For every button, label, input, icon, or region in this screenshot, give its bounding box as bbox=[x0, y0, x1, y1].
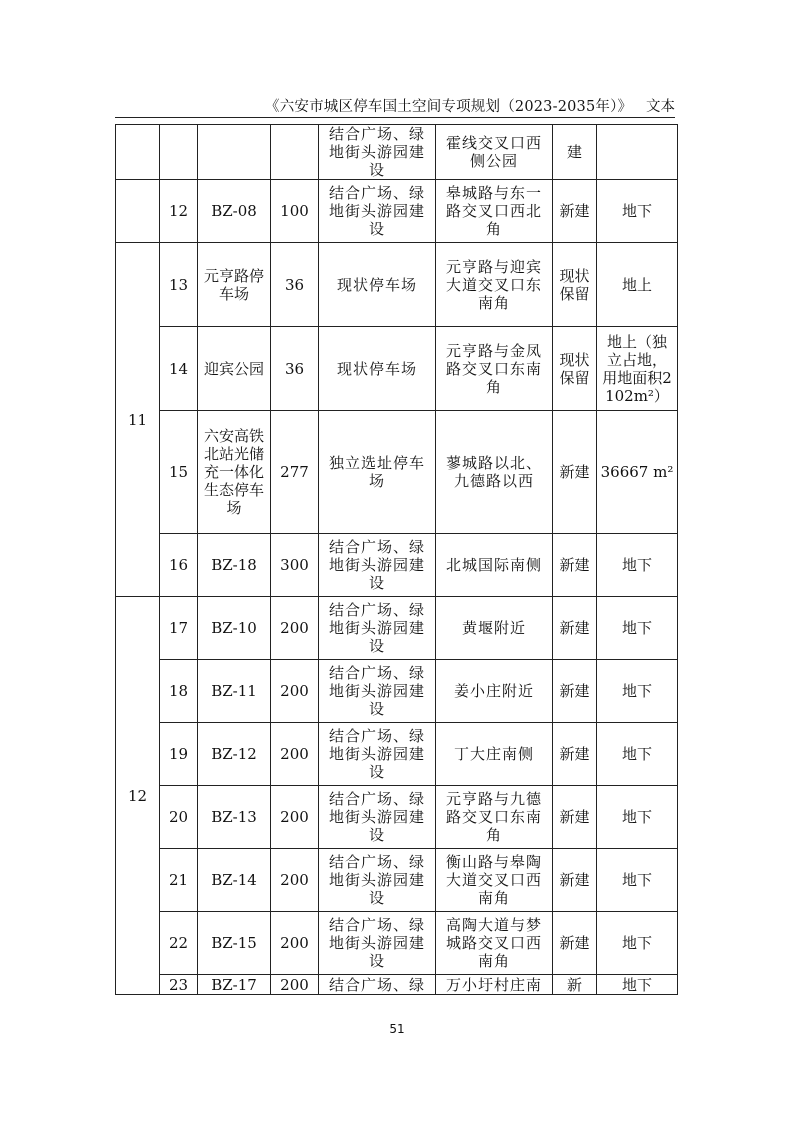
row-form: 36667 m² bbox=[597, 411, 678, 534]
row-type: 现状停车场 bbox=[319, 243, 436, 327]
row-no: 23 bbox=[160, 975, 198, 995]
row-nature: 新建 bbox=[553, 912, 597, 975]
row-type: 现状停车场 bbox=[319, 327, 436, 411]
row-location: 黄堰附近 bbox=[436, 597, 553, 660]
row-spaces: 200 bbox=[271, 849, 319, 912]
row-spaces: 300 bbox=[271, 534, 319, 597]
row-no bbox=[160, 125, 198, 180]
row-nature: 新 bbox=[553, 975, 597, 995]
row-location: 皋城路与东一路交叉口西北角 bbox=[436, 180, 553, 243]
row-spaces: 36 bbox=[271, 243, 319, 327]
row-nature: 新建 bbox=[553, 411, 597, 534]
row-location: 蓼城路以北、九德路以西 bbox=[436, 411, 553, 534]
table-row bbox=[116, 660, 678, 723]
row-nature: 新建 bbox=[553, 786, 597, 849]
row-type: 结合广场、绿地街头游园建设 bbox=[319, 786, 436, 849]
row-type: 独立选址停车场 bbox=[319, 411, 436, 534]
row-spaces: 200 bbox=[271, 597, 319, 660]
row-no: 15 bbox=[160, 411, 198, 534]
row-code: BZ-12 bbox=[198, 723, 271, 786]
row-code: BZ-10 bbox=[198, 597, 271, 660]
group-cell-prev bbox=[116, 125, 160, 180]
row-type: 结合广场、绿地街头游园建设 bbox=[319, 597, 436, 660]
table-row bbox=[116, 849, 678, 912]
row-no: 20 bbox=[160, 786, 198, 849]
row-code: BZ-08 bbox=[198, 180, 271, 243]
row-nature: 新建 bbox=[553, 180, 597, 243]
row-location: 元亨路与金凤路交叉口东南角 bbox=[436, 327, 553, 411]
row-nature: 新建 bbox=[553, 597, 597, 660]
row-location: 高陶大道与梦城路交叉口西南角 bbox=[436, 912, 553, 975]
row-location: 北城国际南侧 bbox=[436, 534, 553, 597]
row-location: 万小圩村庄南 bbox=[436, 975, 553, 995]
row-no: 13 bbox=[160, 243, 198, 327]
table-row bbox=[116, 534, 678, 597]
row-code: BZ-17 bbox=[198, 975, 271, 995]
row-location: 霍线交叉口西侧公园 bbox=[436, 125, 553, 180]
row-code: BZ-11 bbox=[198, 660, 271, 723]
row-type: 结合广场、绿 bbox=[319, 975, 436, 995]
row-nature: 新建 bbox=[553, 849, 597, 912]
row-spaces bbox=[271, 125, 319, 180]
row-location: 丁大庄南侧 bbox=[436, 723, 553, 786]
row-form: 地下 bbox=[597, 660, 678, 723]
row-location: 衡山路与皋陶大道交叉口西南角 bbox=[436, 849, 553, 912]
page-header bbox=[115, 93, 675, 118]
row-spaces: 36 bbox=[271, 327, 319, 411]
row-form: 地下 bbox=[597, 786, 678, 849]
row-type: 结合广场、绿地街头游园建设 bbox=[319, 912, 436, 975]
document-type-tag: 文本 bbox=[646, 99, 675, 115]
row-form: 地下 bbox=[597, 534, 678, 597]
row-spaces: 200 bbox=[271, 912, 319, 975]
row-form: 地下 bbox=[597, 723, 678, 786]
row-no: 22 bbox=[160, 912, 198, 975]
table-row bbox=[116, 327, 678, 411]
table-row bbox=[116, 975, 678, 995]
table-row bbox=[116, 125, 678, 180]
row-form: 地上（独立占地，用地面积2102m²） bbox=[597, 327, 678, 411]
row-spaces: 100 bbox=[271, 180, 319, 243]
row-code: 迎宾公园 bbox=[198, 327, 271, 411]
row-form: 地下 bbox=[597, 180, 678, 243]
table-row bbox=[116, 243, 678, 327]
row-code: 元亨路停车场 bbox=[198, 243, 271, 327]
row-type: 结合广场、绿地街头游园建设 bbox=[319, 660, 436, 723]
row-spaces: 200 bbox=[271, 660, 319, 723]
row-code: BZ-13 bbox=[198, 786, 271, 849]
table-row bbox=[116, 786, 678, 849]
row-form bbox=[597, 125, 678, 180]
row-form: 地下 bbox=[597, 975, 678, 995]
row-code: BZ-14 bbox=[198, 849, 271, 912]
row-code: 六安高铁北站光储充一体化生态停车场 bbox=[198, 411, 271, 534]
table-row bbox=[116, 912, 678, 975]
row-form: 地下 bbox=[597, 912, 678, 975]
row-form: 地下 bbox=[597, 849, 678, 912]
row-spaces: 200 bbox=[271, 723, 319, 786]
row-spaces: 277 bbox=[271, 411, 319, 534]
row-no: 17 bbox=[160, 597, 198, 660]
parking-plan-table bbox=[115, 124, 678, 995]
row-form: 地上 bbox=[597, 243, 678, 327]
row-type: 结合广场、绿地街头游园建设 bbox=[319, 723, 436, 786]
row-type: 结合广场、绿地街头游园建设 bbox=[319, 180, 436, 243]
row-no: 14 bbox=[160, 327, 198, 411]
table-row bbox=[116, 723, 678, 786]
row-no: 12 bbox=[160, 180, 198, 243]
row-location: 姜小庄附近 bbox=[436, 660, 553, 723]
row-nature: 新建 bbox=[553, 660, 597, 723]
row-nature: 现状保留 bbox=[553, 327, 597, 411]
row-no: 16 bbox=[160, 534, 198, 597]
row-location: 元亨路与九德路交叉口东南角 bbox=[436, 786, 553, 849]
table-row bbox=[116, 180, 678, 243]
row-nature: 新建 bbox=[553, 534, 597, 597]
row-nature: 新建 bbox=[553, 723, 597, 786]
document-title: 《六安市城区停车国土空间专项规划（2023-2035年）》 bbox=[265, 99, 633, 115]
row-no: 18 bbox=[160, 660, 198, 723]
row-type: 结合广场、绿地街头游园建设 bbox=[319, 534, 436, 597]
row-no: 19 bbox=[160, 723, 198, 786]
group-number: 11 bbox=[116, 243, 160, 597]
row-code bbox=[198, 125, 271, 180]
row-spaces: 200 bbox=[271, 786, 319, 849]
row-nature: 现状保留 bbox=[553, 243, 597, 327]
row-spaces: 200 bbox=[271, 975, 319, 995]
group-cell-prev-cont bbox=[116, 180, 160, 243]
table-row bbox=[116, 411, 678, 534]
group-number: 12 bbox=[116, 597, 160, 995]
row-type: 结合广场、绿地街头游园建设 bbox=[319, 849, 436, 912]
row-type: 结合广场、绿地街头游园建设 bbox=[319, 125, 436, 180]
page-number: 51 bbox=[389, 1022, 405, 1036]
row-code: BZ-18 bbox=[198, 534, 271, 597]
row-form: 地下 bbox=[597, 597, 678, 660]
row-no: 21 bbox=[160, 849, 198, 912]
row-nature: 建 bbox=[553, 125, 597, 180]
table-row bbox=[116, 597, 678, 660]
row-code: BZ-15 bbox=[198, 912, 271, 975]
row-location: 元亨路与迎宾大道交叉口东南角 bbox=[436, 243, 553, 327]
